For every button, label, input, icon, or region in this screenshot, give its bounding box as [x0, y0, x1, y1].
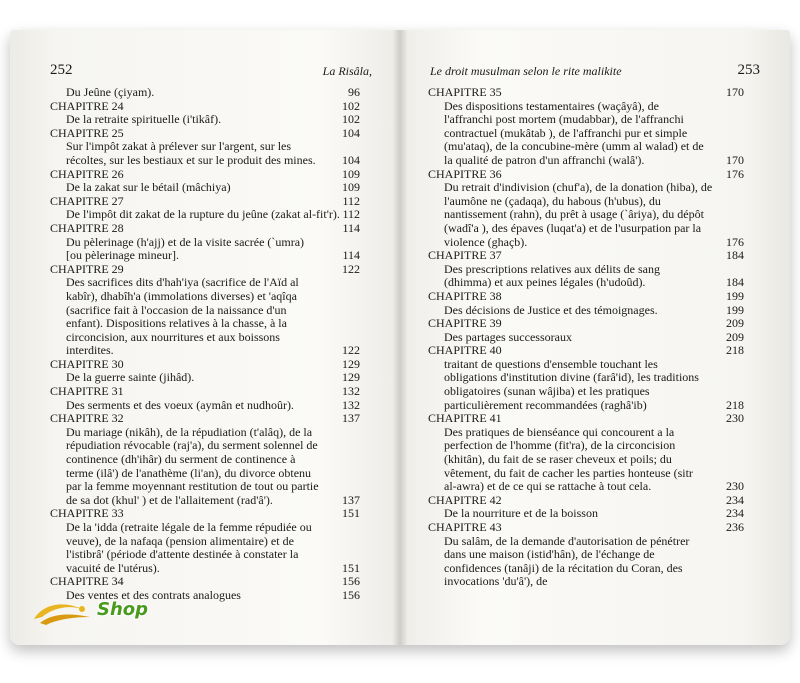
entry-text: CHAPITRE 28: [50, 220, 124, 235]
entry-text: CHAPITRE 31: [50, 384, 124, 399]
entry-text: Des ventes et des contrats analogues: [66, 587, 241, 602]
book-spread: [10, 30, 790, 645]
page-ref: 156: [342, 587, 360, 602]
chapter-description: [428, 331, 744, 345]
chapter-description: [428, 426, 744, 494]
entry-text: CHAPITRE 33: [50, 506, 124, 521]
chapter-heading: [50, 385, 360, 399]
entry-text: CHAPITRE 32: [50, 411, 124, 426]
page-ref: 109: [342, 180, 360, 195]
chapter-description: [428, 263, 744, 290]
chapter-description: [428, 358, 744, 412]
entry-text: CHAPITRE 43: [428, 520, 502, 534]
shop-logo: [30, 595, 170, 631]
page-ref: 132: [342, 384, 360, 399]
chapter-heading: [50, 222, 360, 236]
right-page-header: [400, 64, 790, 82]
entry-text: Des sacrifices dits d'hah'iya (sacrifice de l'Aïd al kabîr), dhabîh'a (immolations diverses) et 'aqîqa (sacrifice fait à l'occasion de la naissance d'un enfant). Dispositions relatives à la chasse, à la circoncision, aux nourritures et aux boissons interdites.: [66, 275, 299, 358]
chapter-heading: [428, 249, 744, 263]
chapter-heading: [428, 521, 744, 535]
entry-text: Sur l'impôt zakat à prélever sur l'argent, sur les récoltes, sur les bestiaux et sur le produit des mines.: [66, 139, 316, 167]
chapter-heading: [428, 86, 744, 100]
page-ref: 114: [342, 248, 360, 263]
entry-text: Du Jeûne (çiyam).: [66, 85, 155, 99]
entry-text: CHAPITRE 26: [50, 166, 124, 181]
entry-text: CHAPITRE 34: [50, 574, 124, 589]
page-ref: 236: [726, 520, 744, 534]
chapter-description: [428, 507, 744, 521]
chapter-description: [50, 276, 360, 358]
entry-text: CHAPITRE 25: [50, 125, 124, 140]
entry-text: Des partages successoraux: [444, 329, 572, 344]
entry-text: De la nourriture et de la boisson: [444, 506, 598, 521]
running-title: La Risâla,: [322, 64, 372, 78]
page-ref: 114: [342, 220, 360, 235]
chapter-heading: [428, 344, 744, 358]
page-ref: 112: [342, 193, 360, 208]
entry-text: CHAPITRE 41: [428, 411, 502, 426]
entry-text: CHAPITRE 42: [428, 492, 502, 507]
page-number: 253: [737, 62, 760, 78]
page-ref: 176: [726, 234, 744, 249]
chapter-description: [50, 113, 360, 127]
entry-text: CHAPITRE 38: [428, 288, 502, 303]
entry-text: Des dispositions testamentaires (waçâyâ), de l'affranchi post mortem (mudabbar), de l'affranchi contractuel (mukâtab ), de l'affranchi pur et simple (mu'ataq), de la concubine-mère (umm al walad) et de la qualité de patron d'un affranchi (walâ').: [444, 98, 704, 167]
chapter-description: [50, 181, 360, 195]
table-of-contents: [428, 86, 744, 589]
page-ref: 129: [342, 356, 360, 371]
chapter-heading: [428, 494, 744, 508]
entry-text: De la 'idda (retraite légale de la femme répudiée ou veuve), de la nafaqa (pension alimentaire) et de l'istibrâ' (période d'attente destinée à constater la vacuité de l'utérus).: [66, 520, 312, 575]
left-page: [10, 30, 400, 645]
entry-text: Du salâm, de la demande d'autorisation de pénétrer dans une maison (istid'hân), de l'échange de confidences (tanâji) de la récitation du Coran, des invocations 'du'â'), de: [444, 533, 690, 589]
page-ref: 176: [726, 166, 744, 181]
entry-text: Du mariage (nikâh), de la répudiation (t'alâq), de la répudiation révocable (raj'a), du serment solennel de continence (dh'ihâr) du serment de continence à terme (ilâ') de l'anathème (li'an), du divorce obtenu par la femme moyennant restitution de tout ou partie de sa dot (khul' ) et de l'allaitement (rad'â').: [66, 424, 319, 507]
right-page: [400, 30, 790, 645]
chapter-heading: [50, 195, 360, 209]
chapter-description: [428, 181, 744, 249]
chapter-heading: [428, 317, 744, 331]
page-ref: 184: [726, 248, 744, 263]
page-number: 252: [50, 62, 73, 78]
page-ref: 230: [726, 411, 744, 426]
page-ref: 112: [342, 207, 360, 222]
chapter-heading: [50, 358, 360, 372]
chapter-description: [50, 86, 360, 100]
page-ref: 156: [342, 574, 360, 589]
page-ref: 234: [726, 492, 744, 507]
page-ref: 137: [342, 411, 360, 426]
chapter-heading: [50, 100, 360, 114]
chapter-heading: [50, 575, 360, 589]
entry-text: De la guerre sainte (jihâd).: [66, 370, 195, 385]
left-page-header: [10, 64, 400, 82]
entry-text: Du retrait d'indivision (chuf'a), de la donation (hiba), de l'aumône ne (çadaqa), du habous (h'ubus), du nantissement (rahn), du prêt à usage (`âriya), du dépôt (wadî'a ), des épaves (luqat'a) et de l'usurpation par la violence (ghaçb).: [444, 180, 713, 249]
page-ref: 209: [726, 316, 744, 331]
chapter-heading: [428, 412, 744, 426]
page-ref: 230: [726, 479, 744, 494]
entry-text: CHAPITRE 36: [428, 166, 502, 181]
page-ref: 104: [342, 125, 360, 140]
entry-text: CHAPITRE 27: [50, 193, 124, 208]
entry-text: De la zakat sur le bétail (mâchiya): [66, 180, 231, 195]
entry-text: De la retraite spirituelle (i'tikâf).: [66, 112, 222, 127]
table-of-contents: [50, 86, 360, 603]
entry-text: traitant de questions d'ensemble touchant les obligations d'institution divine (farâ'id), les traditions obligatoires (sunan wâjiba) et les pratiques particulièrement recommandées (raghâ'ib): [444, 356, 699, 412]
page-ref: 109: [342, 166, 360, 181]
entry-text: Des pratiques de bienséance qui concourent a la perfection de l'homme (fit'ra), de la circoncision (khitân), du fait de se raser cheveux et poils; du vêtement, du fait de cacher les parties honteuse (sitr al-awra) et de ce qui se rattache à tout cela.: [444, 424, 693, 494]
page-ref: 170: [726, 152, 744, 167]
page-ref: 104: [342, 152, 360, 167]
page-ref: 184: [726, 275, 744, 290]
entry-text: CHAPITRE 35: [428, 85, 502, 99]
chapter-description: [428, 100, 744, 168]
chapter-description: [50, 426, 360, 508]
entry-text: Du pèlerinage (h'ajj) et de la visite sacrée (`umra) [ou pèlerinage mineur].: [66, 234, 305, 263]
chapter-heading: [50, 507, 360, 521]
entry-text: CHAPITRE 37: [428, 248, 502, 263]
chapter-heading: [428, 168, 744, 182]
chapter-heading: [50, 412, 360, 426]
entry-text: Des décisions de Justice et des témoignages.: [444, 302, 658, 317]
entry-text: Des serments et des voeux (aymân et nudhoûr).: [66, 397, 294, 412]
entry-text: CHAPITRE 24: [50, 98, 124, 113]
page-ref: 170: [726, 85, 744, 99]
entry-text: De l'impôt dit zakat de la rupture du jeûne (zakat al-fit'r).: [66, 207, 340, 222]
page-ref: 151: [342, 560, 360, 575]
entry-text: CHAPITRE 39: [428, 316, 502, 331]
page-ref: 137: [342, 492, 360, 507]
chapter-description: [50, 208, 360, 222]
page-ref: 122: [342, 261, 360, 276]
page-ref: 122: [342, 343, 360, 358]
page-ref: 218: [726, 397, 744, 412]
chapter-heading: [50, 263, 360, 277]
page-ref: 199: [726, 302, 744, 317]
chapter-description: [50, 371, 360, 385]
page-ref: 129: [342, 370, 360, 385]
page-ref: 209: [726, 329, 744, 344]
chapter-description: [50, 399, 360, 413]
shop-logo-text: Shop: [97, 599, 149, 620]
entry-text: CHAPITRE 30: [50, 356, 124, 371]
entry-text: CHAPITRE 40: [428, 343, 502, 358]
entry-text: Des prescriptions relatives aux délits de sang (dhimma) et aux peines légales (h'udoûd).: [444, 261, 660, 290]
chapter-description: [50, 140, 360, 167]
page-ref: 132: [342, 397, 360, 412]
chapter-description: [50, 521, 360, 575]
shop-swirl-icon: [30, 595, 100, 631]
chapter-heading: [428, 290, 744, 304]
chapter-description: [428, 304, 744, 318]
chapter-heading: [50, 127, 360, 141]
page-ref: 151: [342, 506, 360, 521]
chapter-heading: [50, 168, 360, 182]
running-title: Le droit musulman selon le rite malikite: [430, 64, 622, 78]
page-ref: 234: [726, 506, 744, 521]
page-ref: 199: [726, 288, 744, 303]
page-ref: 218: [726, 343, 744, 358]
page-ref: 102: [342, 98, 360, 113]
chapter-description: [428, 535, 744, 589]
chapter-description: [50, 236, 360, 263]
page-ref: 102: [342, 112, 360, 127]
page-ref: 96: [348, 85, 360, 99]
entry-text: CHAPITRE 29: [50, 261, 124, 276]
